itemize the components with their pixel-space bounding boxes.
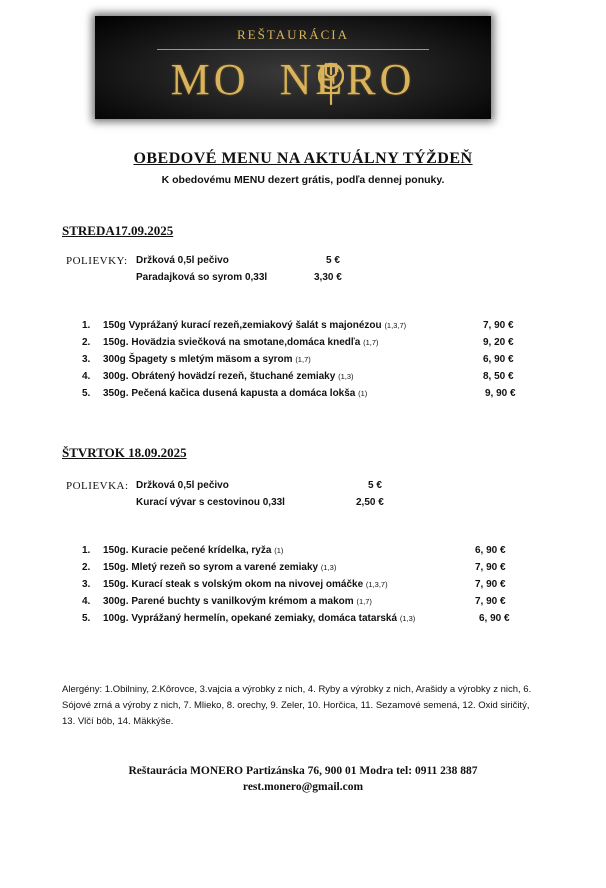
meal-price: 9, 20 € (483, 337, 514, 348)
soup-price: 5 € (326, 255, 340, 266)
meal-number: 3. (82, 354, 91, 365)
meal-price: 6, 90 € (475, 545, 506, 556)
soup-name: Paradajková so syrom 0,33l (136, 272, 268, 283)
footer-email: rest.monero@gmail.com (242, 781, 364, 793)
meal-price: 8, 50 € (483, 371, 514, 382)
meal-number: 3. (82, 579, 91, 590)
page-subtitle: K obedovému MENU dezert grátis, podľa dennej ponuky. (161, 174, 445, 186)
meal-price: 7, 90 € (483, 320, 514, 331)
footer-address: Reštaurácia MONERO Partizánska 76, 900 01 Modra tel: 0911 238 887 (128, 765, 478, 777)
meal-number: 1. (82, 320, 91, 331)
meal-item: 150g. Kuracie pečené krídelka, ryža (1) (103, 545, 284, 556)
page-title: OBEDOVÉ MENU NA AKTUÁLNY TÝŽDEŇ (133, 150, 473, 167)
meal-number: 1. (82, 545, 91, 556)
soup-name: Držková 0,5l pečivo (136, 255, 229, 266)
meal-item: 150g. Mletý rezeň so syrom a varené zemiaky (1,3) (103, 562, 337, 573)
meal-item: 100g. Vyprážaný hermelín, opekané zemiaky, domáca tatarská (1,3) (103, 613, 416, 624)
meal-price: 7, 90 € (475, 596, 506, 607)
soup-price: 2,50 € (356, 497, 384, 508)
meal-price: 6, 90 € (483, 354, 514, 365)
meal-item: 300g. Obrátený hovädzí rezeň, štuchané zemiaky (1,3) (103, 371, 354, 382)
meal-item: 150g Vyprážaný kurací rezeň,zemiakový šalát s majonézou (1,3,7) (103, 320, 407, 331)
soup-price: 3,30 € (314, 272, 342, 283)
allergens-note: Alergény: 1.Obilniny, 2.Kôrovce, 3.vajcia a výrobky z nich, 4. Ryby a výrobky z nich, Arašidy a výrobky z nich, 6. Sójové zrná a výroby z nich, 7. Mlieko, 8. orechy, 9. Zeler, 10. Horčica, 11. Sezamové semená, 12. Oxid siričitý, 13. Vlčí bôb, 14. Mäkkýše. (62, 684, 532, 727)
soup-name: Držková 0,5l pečivo (136, 480, 229, 491)
meal-item: 300g. Parené buchty s vanilkovým krémom a makom (1,7) (103, 596, 372, 607)
soup-label-2: POLIEVKA: (66, 480, 129, 492)
meal-item: 300g Špagety s mletým mäsom a syrom (1,7) (103, 354, 311, 365)
meal-number: 5. (82, 613, 91, 624)
soup-price: 5 € (368, 480, 382, 491)
logo-brand-left: MO (170, 55, 250, 104)
meal-price: 7, 90 € (475, 579, 506, 590)
fork-icon (318, 60, 344, 106)
soup-label-1: POLIEVKY: (66, 255, 128, 267)
meal-number: 2. (82, 562, 91, 573)
meal-number: 5. (82, 388, 91, 399)
day-heading-2: ŠTVRTOK 18.09.2025 (62, 445, 187, 460)
logo-rule (157, 49, 429, 50)
meal-number: 4. (82, 371, 91, 382)
logo-top-text: REŠTAURÁCIA (237, 27, 349, 42)
meal-number: 2. (82, 337, 91, 348)
logo-brand (95, 54, 491, 105)
meal-item: 350g. Pečená kačica dusená kapusta a domáca lokša (1) (103, 388, 368, 399)
meal-price: 7, 90 € (475, 562, 506, 573)
meal-number: 4. (82, 596, 91, 607)
meal-price: 9, 90 € (485, 388, 516, 399)
meal-item: 150g. Kurací steak s volským okom na nivovej omáčke (1,3,7) (103, 579, 388, 590)
meal-price: 6, 90 € (479, 613, 510, 624)
soup-name: Kurací vývar s cestovinou 0,33l (136, 497, 285, 508)
restaurant-logo (95, 16, 491, 119)
day-heading-1: STREDA17.09.2025 (62, 223, 174, 238)
meal-item: 150g. Hovädzia sviečková na smotane,domáca knedľa (1,7) (103, 337, 379, 348)
logo-brand-right: NERO (279, 55, 416, 104)
